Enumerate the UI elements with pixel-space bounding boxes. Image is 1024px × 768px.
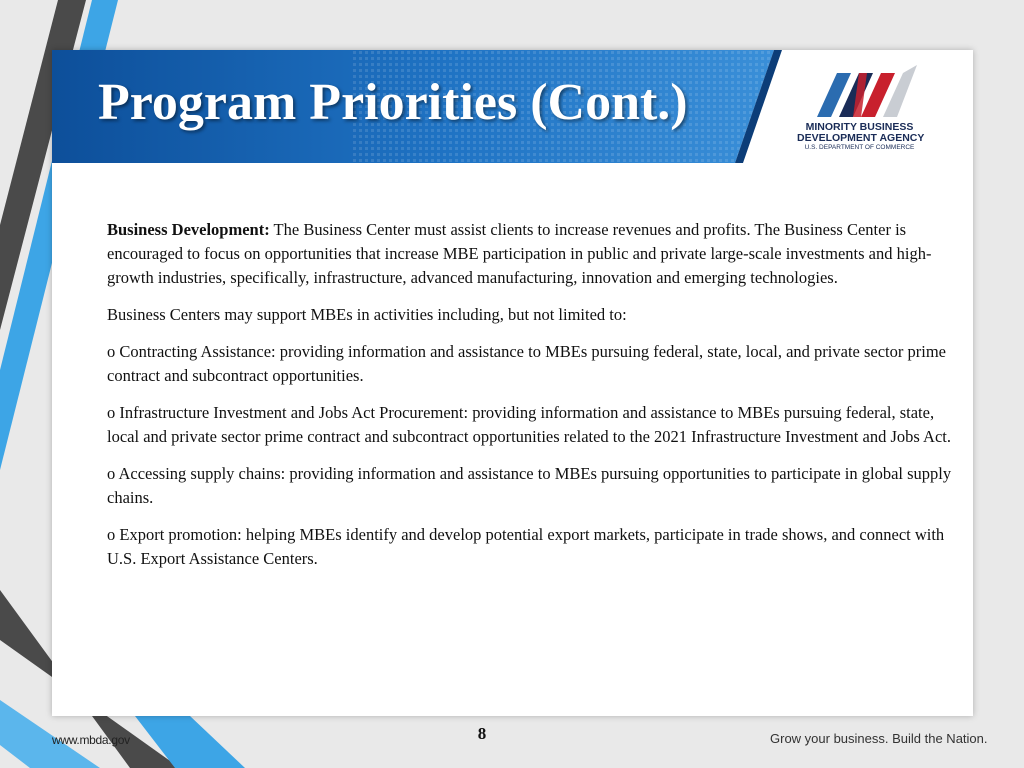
intro-text: The Business Center must assist clients to increase revenues and profits. The Business Center is encouraged to focus on opportunities that increase MBE participation in public and private large-scale investments and high-growth industries, specifically, infrastructure, advanced manufacturing, innovation and emerging technologies. [107, 220, 932, 287]
logo-text-line2: DEVELOPMENT AGENCY [797, 132, 925, 144]
slide [52, 50, 973, 716]
mbda-logo-mark [817, 65, 917, 117]
logo-text-line1: MINORITY BUSINESS [805, 121, 914, 133]
bullet-item: o Export promotion: helping MBEs identify and develop potential export markets, participate in trade shows, and connect with U.S. Export Assistance Centers. [107, 525, 945, 568]
intro-label: Business Development: [107, 220, 270, 239]
bullet-item: o Infrastructure Investment and Jobs Act Procurement: providing information and assistance to MBEs pursuing federal, state, local and private sector prime contract and subcontract opportunities related to the 2021 Infrastructure Investment and Jobs Act. [107, 403, 951, 446]
support-paragraph: Business Centers may support MBEs in activities including, but not limited to: [107, 305, 627, 324]
footer-website: www.mbda.gov [52, 733, 130, 747]
intro-paragraph [107, 218, 957, 290]
logo-text-line3: U.S. DEPARTMENT OF COMMERCE [804, 144, 915, 151]
slide-content [107, 218, 957, 584]
bullet-item: o Contracting Assistance: providing information and assistance to MBEs pursuing federal, state, local, and private sector prime contract and subcontract opportunities. [107, 342, 947, 385]
footer-tagline: Grow your business. Build the Nation. [770, 731, 988, 746]
page-title: Program Priorities (Cont.) [98, 74, 688, 131]
mbda-logo [797, 65, 925, 155]
page-number: 8 [477, 724, 487, 743]
bullet-item: o Accessing supply chains: providing information and assistance to MBEs pursuing opportunities to participate in global supply chains. [107, 464, 952, 507]
